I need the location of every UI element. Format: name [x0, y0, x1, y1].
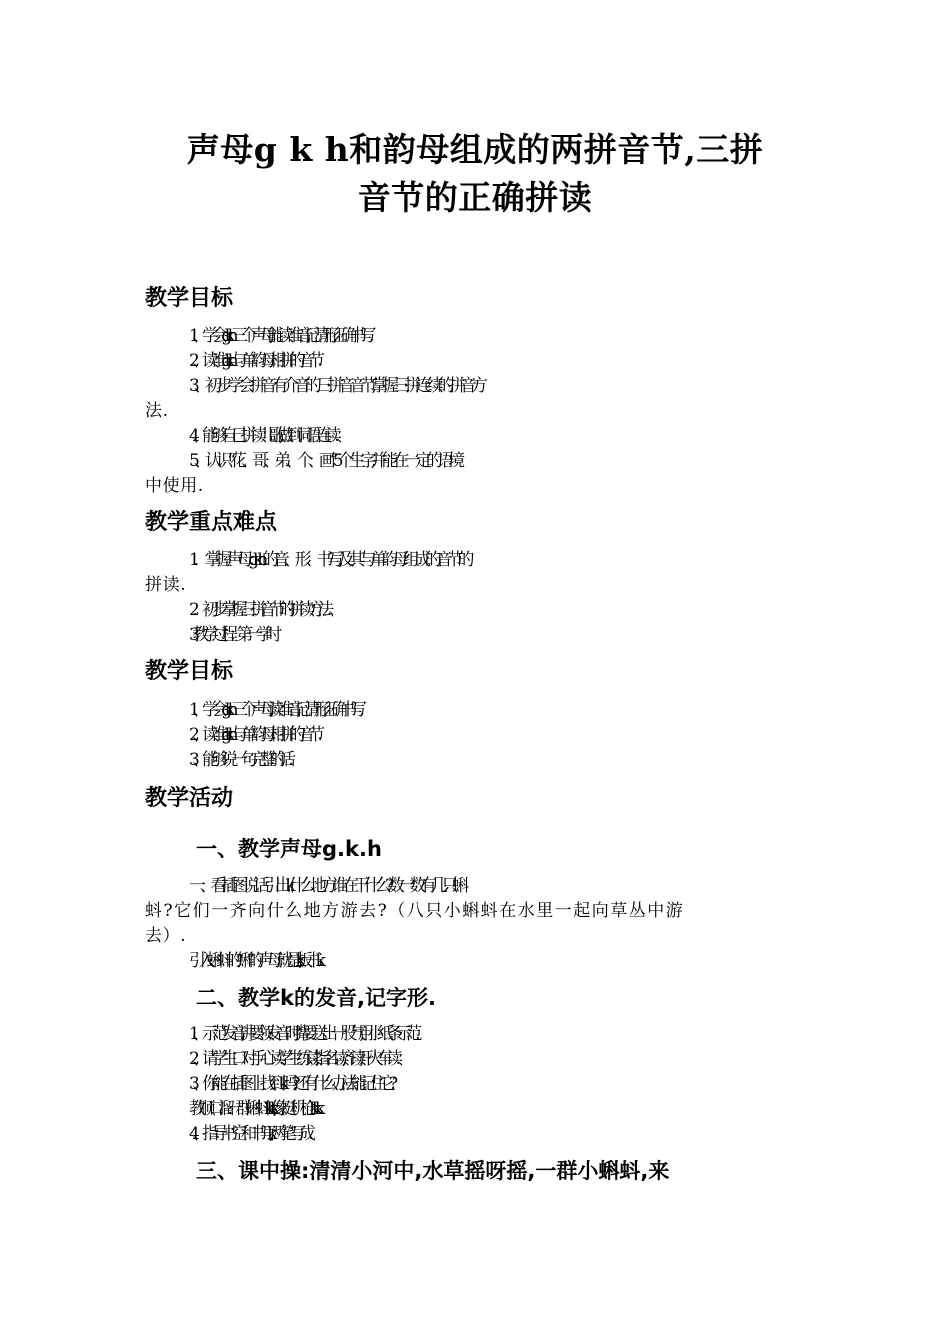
goal2-item-3: 3、能够说一句完整的话. — [189, 750, 287, 770]
teaching-process-line: 3教学过程 ： 第一学时 — [189, 625, 275, 645]
activity2-line-1: 1、示范发音,讲要领:发音时,嘴要送出一股气,用小纸条示范. — [189, 1024, 414, 1044]
activity1-line-3: 去）. — [145, 926, 187, 946]
goal-item-4: 4、能够自己拼读儿歌,做到词语连读. — [189, 426, 333, 446]
activity-heading-3: 三、课中操:清清小河中,水草摇呀摇,一群小蝌蚪,来 — [196, 1159, 670, 1183]
activity2-line-3: 3、你能在插图上找到k吗?还有什么办法能记住它? — [189, 1074, 391, 1094]
document-title-line-1: 声母g k h和韵母组成的两拼音节,三拼 — [186, 130, 764, 169]
activity-heading-2: 二、教学k的发音,记字形. — [196, 986, 436, 1010]
section-heading-teaching-goals: 教学目标 — [145, 286, 234, 311]
key-point-1: 1．掌握声母gkh的音、形、书写,及其与单韵母组成的音节的 — [189, 550, 469, 570]
document-title-line-2: 音节的正确拼读 — [357, 178, 593, 217]
activity1-line-1: 一、看插图说话引出k:什么地方谁在干什么?数一数有几只蝌 — [189, 876, 463, 896]
goal-item-3-cont: 法. — [145, 401, 169, 421]
activity2-line-4: 教顺口溜:一群蝌蚪kkk,像挺机枪kkk. — [189, 1099, 316, 1119]
goal-item-5-cont: 中使用. — [145, 476, 204, 496]
activity1-line-2: 蚪?它们一齐向什么地方游去?（八只小蝌蚪在水里一起向草丛中游 — [145, 901, 685, 921]
goal-item-5: 5、认识“花、哥、弟、个、画”5个生字,并能在一定的语境 — [189, 451, 460, 471]
goal2-item-2: 2、读准gkh与单韵母相拼的音节. — [189, 725, 316, 745]
goal-item-1: 1、学会gkh三个声母,能读准音,记清形,正确书写. — [189, 326, 368, 346]
key-point-1-cont: 拼读. — [145, 575, 187, 595]
section-heading-teaching-activities: 教学活动 — [145, 786, 234, 811]
goal2-item-1: 1、学会gkh三个声母,读准音,记清形,正确书写. — [189, 700, 358, 720]
section-heading-teaching-goals-2: 教学目标 — [145, 659, 234, 684]
section-heading-key-points: 教学重点难点 — [145, 510, 278, 535]
activity1-line-4: 引入:蝌蚪的“蝌”的声母就是k,板书k. — [189, 951, 317, 971]
activity2-line-5: 4、指导书空和书写,k两笔写成. — [189, 1124, 307, 1144]
key-point-2: 2．初步掌握三拼音节的拼读方法. — [189, 600, 325, 620]
goal-item-2: 2、读准gkh与单韵母相拼的音节. — [189, 351, 316, 371]
goal-item-3: 3、初步学会拼音有介音的三拼音音节,掌握三拼连续的拼音方 — [189, 376, 483, 396]
activity-heading-1: 一、教学声母g.k.h — [196, 837, 382, 861]
activity2-line-2: 2、请学生口对手心读.学生练读,指名读,齐读,开火车读. — [189, 1049, 394, 1069]
